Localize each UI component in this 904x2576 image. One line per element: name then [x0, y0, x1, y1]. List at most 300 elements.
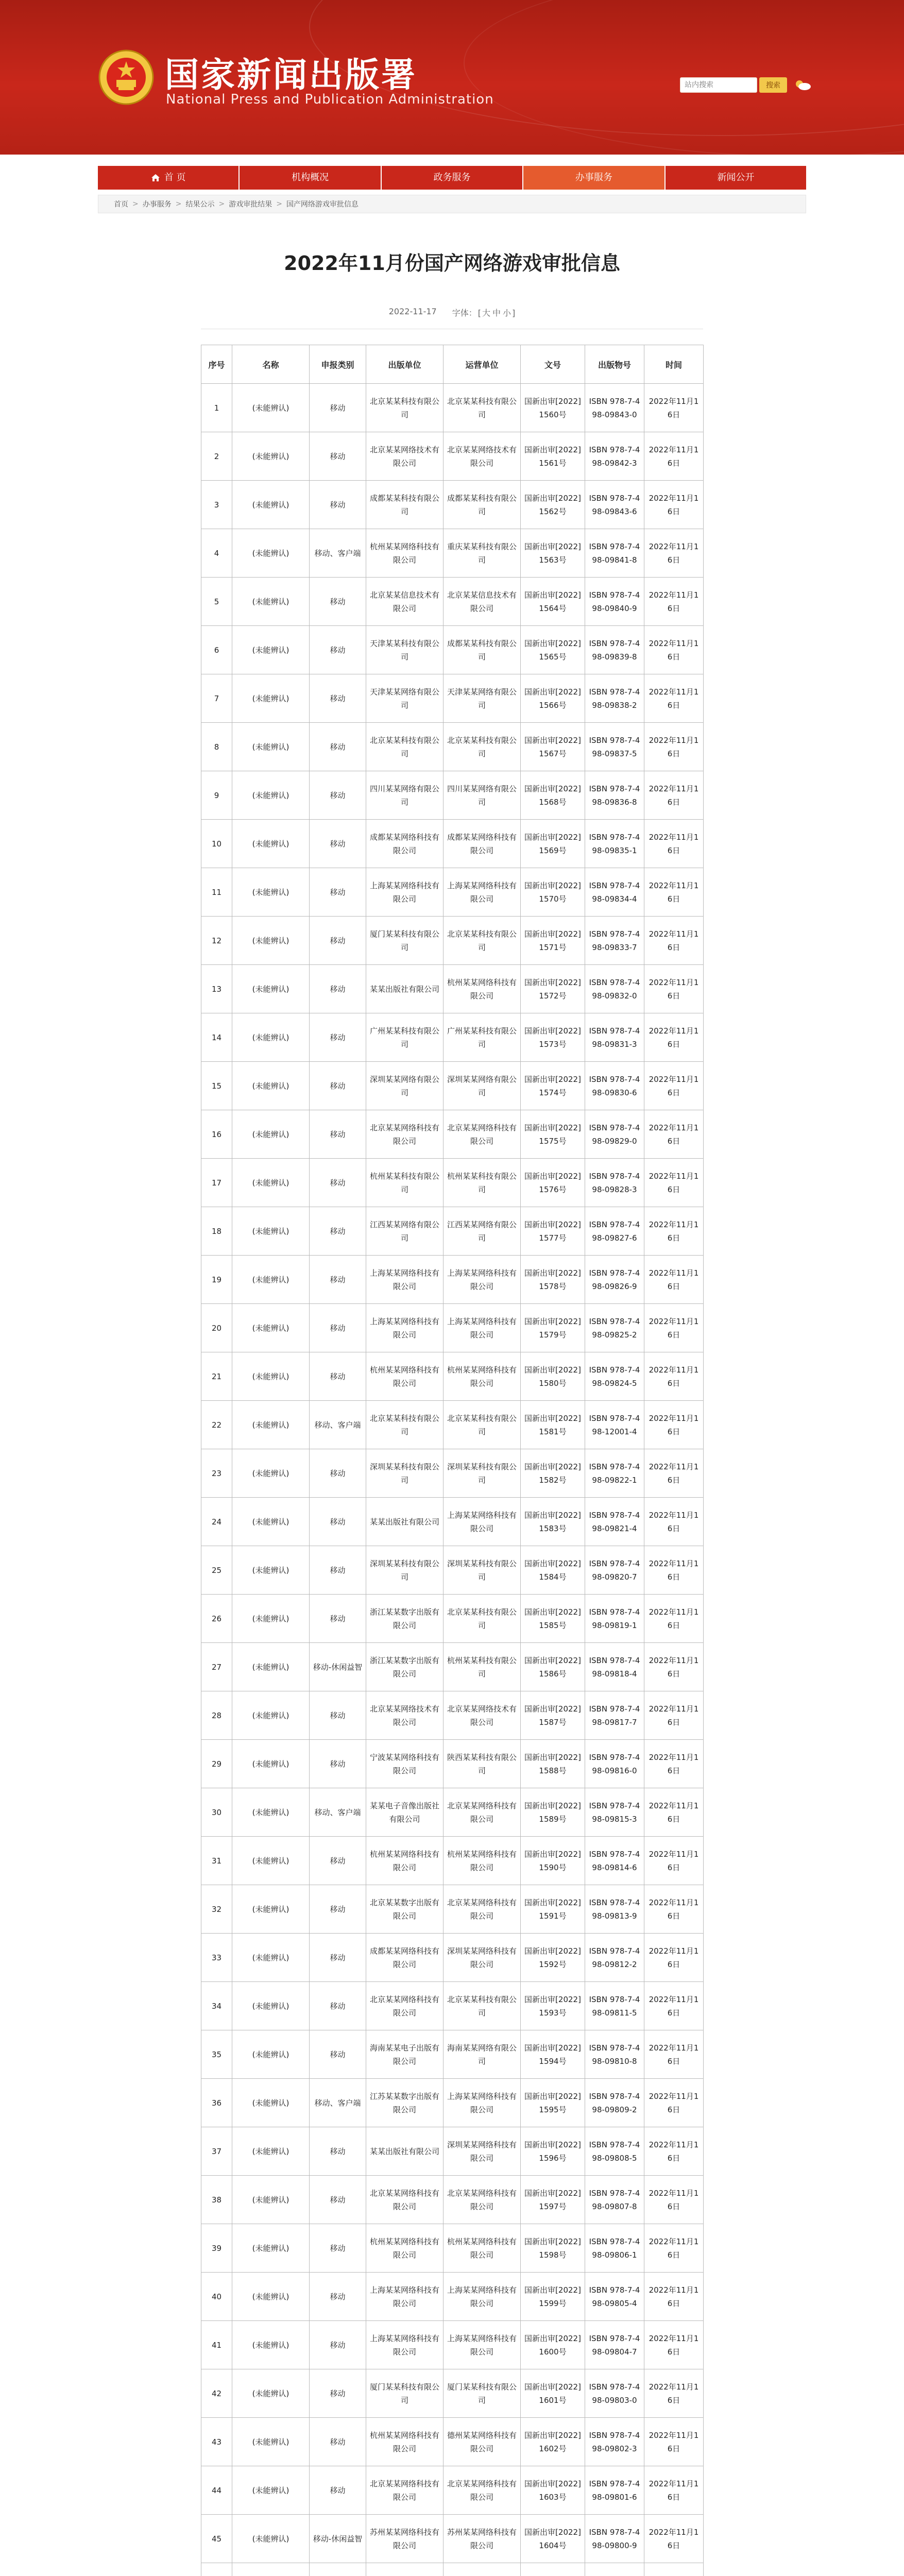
operator-cell: 上海某某网络科技有限公司	[444, 2079, 521, 2127]
isbn-cell: ISBN 978-7-498-09843-6	[585, 481, 644, 529]
isbn-cell: ISBN 978-7-498-09804-7	[585, 2321, 644, 2369]
game-name-cell: (未能辨认)	[232, 820, 310, 868]
approval-date-cell: 2022年11月16日	[644, 1837, 704, 1885]
isbn-cell: ISBN 978-7-498-09819-1	[585, 1595, 644, 1643]
operator-cell: 北京某某网络技术有限公司	[444, 1691, 521, 1740]
game-name-cell	[232, 2563, 310, 2576]
isbn-cell: ISBN 978-7-498-09824-5	[585, 1352, 644, 1401]
isbn-cell: ISBN 978-7-498-09807-8	[585, 2176, 644, 2224]
row-number-cell: 11	[201, 868, 232, 917]
operator-cell: 上海某某网络科技有限公司	[444, 2321, 521, 2369]
game-name-cell: (未能辨认)	[232, 481, 310, 529]
approval-date-cell: 2022年11月16日	[644, 1546, 704, 1595]
publisher-cell: 上海某某网络科技有限公司	[366, 2321, 444, 2369]
operator-cell: 杭州某某科技有限公司	[444, 1643, 521, 1691]
game-name-cell: (未能辨认)	[232, 1546, 310, 1595]
game-name-cell: (未能辨认)	[232, 1885, 310, 1934]
nav-item-news[interactable]	[666, 166, 806, 190]
publisher-cell: 某某出版社有限公司	[366, 1498, 444, 1546]
search-input[interactable]	[680, 77, 757, 93]
publisher-cell: 宁波某某网络科技有限公司	[366, 1740, 444, 1788]
table-row	[201, 2030, 704, 2079]
row-number-cell: 34	[201, 1982, 232, 2030]
nav-item-label: 首 页	[164, 172, 186, 183]
category-cell: 移动	[310, 1256, 366, 1304]
table-row	[201, 481, 704, 529]
category-cell: 移动	[310, 1352, 366, 1401]
site-header	[0, 0, 904, 155]
category-cell: 移动	[310, 1546, 366, 1595]
operator-cell: 北京某某科技有限公司	[444, 384, 521, 432]
category-cell: 移动	[310, 1013, 366, 1062]
row-number-cell: 19	[201, 1256, 232, 1304]
isbn-cell: ISBN 978-7-498-09835-1	[585, 820, 644, 868]
category-cell: 移动	[310, 1159, 366, 1207]
isbn-cell: ISBN 978-7-498-09811-5	[585, 1982, 644, 2030]
row-number-cell: 9	[201, 771, 232, 820]
category-cell: 移动、客户端	[310, 1788, 366, 1837]
operator-cell: 北京某某科技有限公司	[444, 1982, 521, 2030]
table-row	[201, 1256, 704, 1304]
game-name-cell: (未能辨认)	[232, 674, 310, 723]
approval-number-cell: 国新出审[2022]1568号	[521, 771, 585, 820]
operator-cell: 海南某某网络有限公司	[444, 2030, 521, 2079]
table-row	[201, 1159, 704, 1207]
publisher-cell: 上海某某网络科技有限公司	[366, 2273, 444, 2321]
operator-cell: 北京某某科技有限公司	[444, 1595, 521, 1643]
operator-cell: 杭州某某网络科技有限公司	[444, 1352, 521, 1401]
approval-date-cell: 2022年11月16日	[644, 868, 704, 917]
operator-cell: 深圳某某科技有限公司	[444, 1449, 521, 1498]
table-row	[201, 1110, 704, 1159]
publisher-cell: 成都某某网络科技有限公司	[366, 1934, 444, 1982]
approval-date-cell: 2022年11月16日	[644, 1352, 704, 1401]
isbn-cell: ISBN 978-7-498-09805-4	[585, 2273, 644, 2321]
column-header: 运营单位	[444, 345, 521, 384]
row-number-cell: 29	[201, 1740, 232, 1788]
operator-cell: 德州某某网络科技有限公司	[444, 2418, 521, 2466]
game-name-cell: (未能辨认)	[232, 432, 310, 481]
game-name-cell: (未能辨认)	[232, 868, 310, 917]
operator-cell: 成都某某网络科技有限公司	[444, 820, 521, 868]
category-cell: 移动	[310, 1982, 366, 2030]
breadcrumb-link[interactable]: 首页	[114, 200, 128, 209]
row-number-cell: 26	[201, 1595, 232, 1643]
approval-number-cell: 国新出审[2022]1584号	[521, 1546, 585, 1595]
category-cell: 移动	[310, 432, 366, 481]
row-number-cell: 1	[201, 384, 232, 432]
game-name-cell: (未能辨认)	[232, 1691, 310, 1740]
approval-number-cell: 国新出审[2022]1580号	[521, 1352, 585, 1401]
publisher-cell: 杭州某某网络科技有限公司	[366, 2224, 444, 2273]
row-number-cell: 25	[201, 1546, 232, 1595]
approval-date-cell: 2022年11月16日	[644, 2079, 704, 2127]
approval-number-cell: 国新出审[2022]1587号	[521, 1691, 585, 1740]
publisher-cell: 杭州某某网络科技有限公司	[366, 529, 444, 578]
nav-item-home[interactable]	[98, 166, 240, 190]
game-name-cell: (未能辨认)	[232, 1740, 310, 1788]
game-name-cell: (未能辨认)	[232, 1934, 310, 1982]
row-number-cell: 16	[201, 1110, 232, 1159]
nav-item-about[interactable]	[240, 166, 381, 190]
approval-date-cell: 2022年11月16日	[644, 1982, 704, 2030]
row-number-cell: 21	[201, 1352, 232, 1401]
operator-cell: 杭州某某网络科技有限公司	[444, 2224, 521, 2273]
font-size-switcher: 字体： [ 大 中 小 ]	[452, 308, 516, 318]
operator-cell: 苏州某某网络科技有限公司	[444, 2515, 521, 2563]
isbn-cell: ISBN 978-7-498-09808-5	[585, 2127, 644, 2176]
operator-cell: 北京某某网络科技有限公司	[444, 2466, 521, 2515]
game-name-cell: (未能辨认)	[232, 2127, 310, 2176]
publisher-cell: 天津某某科技有限公司	[366, 626, 444, 674]
game-name-cell: (未能辨认)	[232, 1110, 310, 1159]
column-header: 名称	[232, 345, 310, 384]
article	[201, 242, 703, 2576]
search-button[interactable]: 搜索	[759, 77, 787, 93]
table-row	[201, 723, 704, 771]
game-name-cell: (未能辨认)	[232, 2224, 310, 2273]
table-row	[201, 1595, 704, 1643]
isbn-cell: ISBN 978-7-498-09810-8	[585, 2030, 644, 2079]
row-number-cell: 13	[201, 965, 232, 1013]
publisher-cell: 北京某某网络科技有限公司	[366, 2466, 444, 2515]
breadcrumb-current: 国产网络游戏审批信息	[286, 200, 359, 209]
table-row	[201, 2369, 704, 2418]
approval-number-cell: 国新出审[2022]1600号	[521, 2321, 585, 2369]
isbn-cell: ISBN 978-7-498-09836-8	[585, 771, 644, 820]
approval-date-cell: 2022年11月16日	[644, 1595, 704, 1643]
approval-date-cell	[644, 2563, 704, 2576]
category-cell: 移动	[310, 1207, 366, 1256]
isbn-cell: ISBN 978-7-498-09843-0	[585, 384, 644, 432]
row-number-cell: 35	[201, 2030, 232, 2079]
approval-number-cell: 国新出审[2022]1572号	[521, 965, 585, 1013]
approval-number-cell: 国新出审[2022]1598号	[521, 2224, 585, 2273]
category-cell: 移动	[310, 1110, 366, 1159]
approval-date-cell: 2022年11月16日	[644, 1934, 704, 1982]
approval-number-cell: 国新出审[2022]1563号	[521, 529, 585, 578]
category-cell: 移动	[310, 723, 366, 771]
operator-cell	[444, 2563, 521, 2576]
row-number-cell: 22	[201, 1401, 232, 1449]
publisher-cell: 上海某某网络科技有限公司	[366, 1304, 444, 1352]
operator-cell: 深圳某某网络科技有限公司	[444, 2127, 521, 2176]
nav-item-services[interactable]	[382, 166, 523, 190]
publisher-cell: 北京某某科技有限公司	[366, 384, 444, 432]
publisher-cell: 北京某某数字出版有限公司	[366, 1885, 444, 1934]
category-cell: 移动、客户端	[310, 529, 366, 578]
table-row	[201, 1207, 704, 1256]
approval-number-cell: 国新出审[2022]1560号	[521, 384, 585, 432]
row-number-cell: 8	[201, 723, 232, 771]
table-row	[201, 2515, 704, 2563]
approval-number-cell: 国新出审[2022]1577号	[521, 1207, 585, 1256]
table-row	[201, 2224, 704, 2273]
operator-cell: 北京某某网络科技有限公司	[444, 1788, 521, 1837]
page-title: 2022年11月份国产网络游戏审批信息	[284, 252, 620, 275]
category-cell: 移动	[310, 1885, 366, 1934]
category-cell: 移动	[310, 384, 366, 432]
row-number-cell: 15	[201, 1062, 232, 1110]
isbn-cell: ISBN 978-7-498-09806-1	[585, 2224, 644, 2273]
font-size-label: 字体：	[452, 308, 477, 318]
publisher-cell: 厦门某某科技有限公司	[366, 917, 444, 965]
publisher-cell: 某某出版社有限公司	[366, 2127, 444, 2176]
isbn-cell: ISBN 978-7-498-09825-2	[585, 1304, 644, 1352]
category-cell: 移动	[310, 1934, 366, 1982]
game-name-cell: (未能辨认)	[232, 2466, 310, 2515]
column-header: 出版单位	[366, 345, 444, 384]
table-row	[201, 1788, 704, 1837]
row-number-cell: 7	[201, 674, 232, 723]
nav-item-label: 政务服务	[433, 172, 471, 183]
category-cell: 移动	[310, 1740, 366, 1788]
table-header-row	[201, 345, 704, 384]
category-cell: 移动	[310, 868, 366, 917]
font-size-medium[interactable]: 中	[492, 308, 501, 318]
operator-cell: 重庆某某科技有限公司	[444, 529, 521, 578]
approval-number-cell: 国新出审[2022]1564号	[521, 578, 585, 626]
publisher-cell: 厦门某某科技有限公司	[366, 2369, 444, 2418]
nav-item-label: 办事服务	[575, 172, 612, 183]
game-name-cell: (未能辨认)	[232, 626, 310, 674]
approval-number-cell: 国新出审[2022]1565号	[521, 626, 585, 674]
table-row	[201, 771, 704, 820]
operator-cell: 北京某某网络科技有限公司	[444, 1110, 521, 1159]
isbn-cell: ISBN 978-7-498-09842-3	[585, 432, 644, 481]
game-name-cell: (未能辨认)	[232, 1498, 310, 1546]
category-cell: 移动	[310, 1691, 366, 1740]
game-name-cell: (未能辨认)	[232, 578, 310, 626]
approval-date-cell: 2022年11月16日	[644, 2030, 704, 2079]
approval-date-cell: 2022年11月16日	[644, 771, 704, 820]
operator-cell: 北京某某科技有限公司	[444, 1401, 521, 1449]
column-header: 文号	[521, 345, 585, 384]
approval-date-cell: 2022年11月16日	[644, 432, 704, 481]
isbn-cell: ISBN 978-7-498-09815-3	[585, 1788, 644, 1837]
table-row	[201, 1449, 704, 1498]
isbn-cell: ISBN 978-7-498-09820-7	[585, 1546, 644, 1595]
nav-item-affairs[interactable]	[523, 166, 665, 190]
table-body	[201, 384, 704, 2576]
isbn-cell: ISBN 978-7-498-09818-4	[585, 1643, 644, 1691]
approval-date-cell: 2022年11月16日	[644, 2369, 704, 2418]
operator-cell: 上海某某网络科技有限公司	[444, 1304, 521, 1352]
approval-number-cell: 国新出审[2022]1582号	[521, 1449, 585, 1498]
isbn-cell: ISBN 978-7-498-12001-4	[585, 1401, 644, 1449]
approval-number-cell: 国新出审[2022]1589号	[521, 1788, 585, 1837]
row-number-cell: 23	[201, 1449, 232, 1498]
approval-date-cell: 2022年11月16日	[644, 1449, 704, 1498]
approval-number-cell: 国新出审[2022]1593号	[521, 1982, 585, 2030]
approval-number-cell: 国新出审[2022]1562号	[521, 481, 585, 529]
publisher-cell: 江苏某某数字出版有限公司	[366, 2079, 444, 2127]
approval-number-cell: 国新出审[2022]1573号	[521, 1013, 585, 1062]
publisher-cell: 浙江某某数字出版有限公司	[366, 1643, 444, 1691]
game-name-cell: (未能辨认)	[232, 917, 310, 965]
isbn-cell: ISBN 978-7-498-09809-2	[585, 2079, 644, 2127]
game-name-cell: (未能辨认)	[232, 1837, 310, 1885]
game-name-cell: (未能辨认)	[232, 2515, 310, 2563]
row-number-cell: 14	[201, 1013, 232, 1062]
isbn-cell: ISBN 978-7-498-09833-7	[585, 917, 644, 965]
operator-cell: 厦门某某科技有限公司	[444, 2369, 521, 2418]
approval-number-cell: 国新出审[2022]1575号	[521, 1110, 585, 1159]
row-number-cell: 43	[201, 2418, 232, 2466]
table-row	[201, 529, 704, 578]
column-header: 序号	[201, 345, 232, 384]
table-row	[201, 965, 704, 1013]
approval-date-cell: 2022年11月16日	[644, 1013, 704, 1062]
operator-cell: 深圳某某网络有限公司	[444, 1062, 521, 1110]
operator-cell: 深圳某某网络科技有限公司	[444, 1934, 521, 1982]
game-name-cell: (未能辨认)	[232, 2079, 310, 2127]
operator-cell: 深圳某某科技有限公司	[444, 1546, 521, 1595]
game-name-cell: (未能辨认)	[232, 1013, 310, 1062]
publisher-cell: 上海某某网络科技有限公司	[366, 1256, 444, 1304]
approval-date-cell: 2022年11月16日	[644, 2224, 704, 2273]
category-cell: 移动	[310, 1837, 366, 1885]
table-row	[201, 1546, 704, 1595]
breadcrumb-link[interactable]: 结果公示	[185, 200, 215, 209]
publisher-cell: 成都某某科技有限公司	[366, 481, 444, 529]
approval-number-cell: 国新出审[2022]1595号	[521, 2079, 585, 2127]
approval-number-cell	[521, 2563, 585, 2576]
breadcrumb-link[interactable]: 游戏审批结果	[229, 200, 272, 209]
breadcrumb-link[interactable]: 办事服务	[142, 200, 172, 209]
breadcrumb-separator: >	[276, 200, 282, 208]
approval-number-cell: 国新出审[2022]1597号	[521, 2176, 585, 2224]
table-row	[201, 432, 704, 481]
isbn-cell: ISBN 978-7-498-09800-9	[585, 2515, 644, 2563]
publisher-cell: 成都某某网络科技有限公司	[366, 820, 444, 868]
font-size-small[interactable]: 小	[503, 308, 511, 318]
row-number-cell: 39	[201, 2224, 232, 2273]
operator-cell: 天津某某网络有限公司	[444, 674, 521, 723]
table-row	[201, 820, 704, 868]
approval-number-cell: 国新出审[2022]1592号	[521, 1934, 585, 1982]
category-cell: 移动	[310, 674, 366, 723]
category-cell: 移动	[310, 2030, 366, 2079]
font-size-large[interactable]: 大	[482, 308, 490, 318]
category-cell: 移动	[310, 2127, 366, 2176]
approval-table	[201, 345, 704, 2576]
operator-cell: 上海某某网络科技有限公司	[444, 1498, 521, 1546]
game-name-cell: (未能辨认)	[232, 1643, 310, 1691]
publisher-cell	[366, 2563, 444, 2576]
approval-date-cell: 2022年11月16日	[644, 1304, 704, 1352]
isbn-cell: ISBN 978-7-498-09829-0	[585, 1110, 644, 1159]
approval-date-cell: 2022年11月16日	[644, 1885, 704, 1934]
table-row	[201, 917, 704, 965]
approval-number-cell: 国新出审[2022]1585号	[521, 1595, 585, 1643]
game-name-cell: (未能辨认)	[232, 2321, 310, 2369]
isbn-cell: ISBN 978-7-498-09822-1	[585, 1449, 644, 1498]
operator-cell: 杭州某某科技有限公司	[444, 1159, 521, 1207]
table-row	[201, 1691, 704, 1740]
category-cell: 移动、客户端	[310, 1401, 366, 1449]
isbn-cell: ISBN 978-7-498-09802-3	[585, 2418, 644, 2466]
row-number-cell: 33	[201, 1934, 232, 1982]
isbn-cell: ISBN 978-7-498-09814-6	[585, 1837, 644, 1885]
approval-date-cell: 2022年11月16日	[644, 2466, 704, 2515]
table-row	[201, 578, 704, 626]
approval-date-cell: 2022年11月16日	[644, 481, 704, 529]
table-row	[201, 1304, 704, 1352]
table-row	[201, 1352, 704, 1401]
row-number-cell: 32	[201, 1885, 232, 1934]
operator-cell: 成都某某科技有限公司	[444, 481, 521, 529]
approval-number-cell: 国新出审[2022]1579号	[521, 1304, 585, 1352]
table-row	[201, 1401, 704, 1449]
approval-date-cell: 2022年11月16日	[644, 1643, 704, 1691]
breadcrumb	[98, 195, 806, 213]
table-row	[201, 1013, 704, 1062]
category-cell: 移动	[310, 771, 366, 820]
table-row	[201, 868, 704, 917]
table-row	[201, 626, 704, 674]
isbn-cell: ISBN 978-7-498-09801-6	[585, 2466, 644, 2515]
approval-date-cell: 2022年11月16日	[644, 917, 704, 965]
approval-number-cell: 国新出审[2022]1561号	[521, 432, 585, 481]
row-number-cell: 10	[201, 820, 232, 868]
category-cell: 移动	[310, 2176, 366, 2224]
isbn-cell: ISBN 978-7-498-09840-9	[585, 578, 644, 626]
row-number-cell: 38	[201, 2176, 232, 2224]
publisher-cell: 天津某某网络有限公司	[366, 674, 444, 723]
category-cell: 移动	[310, 2418, 366, 2466]
approval-date-cell: 2022年11月16日	[644, 723, 704, 771]
nav-item-label: 机构概况	[292, 172, 329, 183]
approval-number-cell: 国新出审[2022]1571号	[521, 917, 585, 965]
category-cell: 移动	[310, 1498, 366, 1546]
category-cell: 移动-休闲益智	[310, 1643, 366, 1691]
category-cell: 移动	[310, 2224, 366, 2273]
isbn-cell: ISBN 978-7-498-09828-3	[585, 1159, 644, 1207]
main-nav	[98, 166, 806, 190]
row-number-cell: 31	[201, 1837, 232, 1885]
game-name-cell: (未能辨认)	[232, 1207, 310, 1256]
publisher-cell: 某某电子音像出版社有限公司	[366, 1788, 444, 1837]
approval-number-cell: 国新出审[2022]1586号	[521, 1643, 585, 1691]
game-name-cell: (未能辨认)	[232, 1159, 310, 1207]
table-row	[201, 1498, 704, 1546]
isbn-cell: ISBN 978-7-498-09830-6	[585, 1062, 644, 1110]
game-name-cell: (未能辨认)	[232, 1062, 310, 1110]
table-row	[201, 384, 704, 432]
row-number-cell: 17	[201, 1159, 232, 1207]
table-row	[201, 2079, 704, 2127]
publisher-cell: 浙江某某数字出版有限公司	[366, 1595, 444, 1643]
operator-cell: 上海某某网络科技有限公司	[444, 2273, 521, 2321]
category-cell	[310, 2563, 366, 2576]
publisher-cell: 北京某某网络科技有限公司	[366, 2176, 444, 2224]
publisher-cell: 某某出版社有限公司	[366, 965, 444, 1013]
category-cell: 移动	[310, 1595, 366, 1643]
publisher-cell: 江西某某网络有限公司	[366, 1207, 444, 1256]
table-row	[201, 1934, 704, 1982]
isbn-cell: ISBN 978-7-498-09816-0	[585, 1740, 644, 1788]
operator-cell: 北京某某信息技术有限公司	[444, 578, 521, 626]
approval-date-cell: 2022年11月16日	[644, 2273, 704, 2321]
isbn-cell	[585, 2563, 644, 2576]
approval-number-cell: 国新出审[2022]1602号	[521, 2418, 585, 2466]
publisher-cell: 深圳某某网络有限公司	[366, 1062, 444, 1110]
approval-number-cell: 国新出审[2022]1581号	[521, 1401, 585, 1449]
row-number-cell: 42	[201, 2369, 232, 2418]
isbn-cell: ISBN 978-7-498-09834-4	[585, 868, 644, 917]
isbn-cell: ISBN 978-7-498-09827-6	[585, 1207, 644, 1256]
